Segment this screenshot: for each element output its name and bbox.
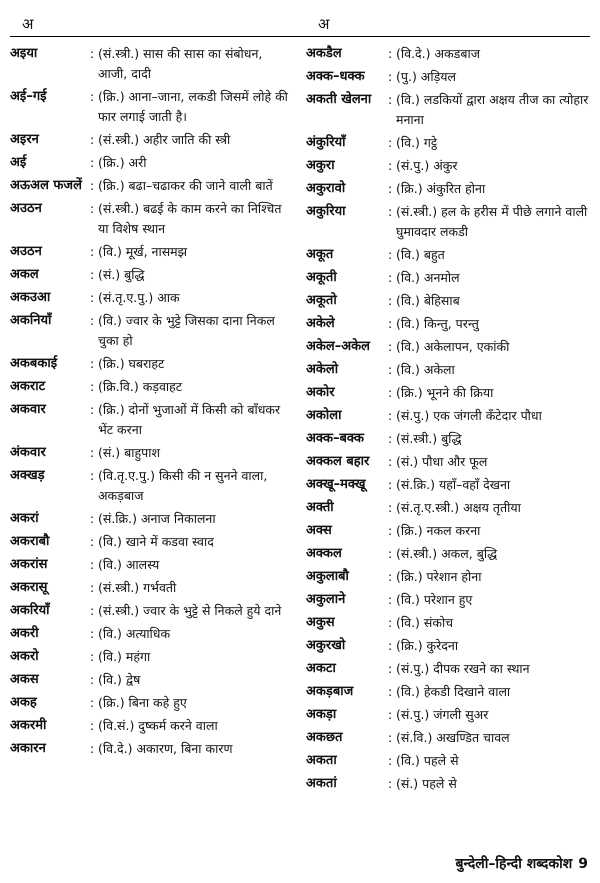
definition: : (क्रि.) अंकुरित होना (306, 179, 596, 199)
dictionary-entry (10, 739, 294, 759)
definition: : (सं.) पौधा और फूल (306, 452, 596, 472)
headword: अकुरा (306, 158, 335, 173)
dictionary-entry (10, 647, 294, 667)
definition: : (सं.स्त्री.) गर्भवती (10, 578, 294, 598)
definition: : (वि.सं.) दुष्कर्म करने वाला (10, 716, 294, 736)
definition: : (सं.स्त्री.) बुद्धि (306, 429, 596, 449)
definition: : (क्रि.) भूनने की क्रिया (306, 383, 596, 403)
headword: अकती खेलना (306, 92, 372, 107)
definition: : (वि.) महंगा (10, 647, 294, 667)
dictionary-entry (306, 751, 596, 771)
definition: : (क्रि.) बिना कहे हुए (10, 693, 294, 713)
definition: : (सं.पु.) एक जंगली कँटेदार पौधा (306, 406, 596, 426)
definition: : (सं.पु.) जंगली सुअर (306, 705, 596, 725)
definition: : (सं.क्रि.) अनाज निकालना (10, 509, 294, 529)
definition: : (सं.) बाहुपाश (10, 443, 294, 463)
left-column (10, 44, 294, 762)
headword: अकूत (306, 247, 334, 262)
definition: : (वि.तृ.ए.पु.) किसी की न सुनने वाला, अकड़बाज (10, 466, 294, 506)
definition: : (सं.) बुद्धि (10, 265, 294, 285)
dictionary-entry (10, 311, 294, 351)
headword: अकतां (306, 776, 337, 791)
headword: अक्स (306, 523, 332, 538)
dictionary-entry (306, 774, 596, 794)
dictionary-entry (10, 466, 294, 506)
definition: : (वि.) अकेलापन, एकांकी (306, 337, 596, 357)
dictionary-entry (306, 613, 596, 633)
headword: अकवार (10, 402, 46, 417)
definition: : (क्रि.वि.) कड़वाहट (10, 377, 294, 397)
headword: अकह (10, 695, 37, 710)
definition: : (सं.स्त्री.) सास की सास का संबोधन, आजी, दादी (10, 44, 294, 84)
dictionary-entry (306, 44, 596, 64)
headword: अकूती (306, 270, 337, 285)
headword: अकरासू (10, 580, 48, 595)
definition: : (पु.) अड़ियल (306, 67, 596, 87)
headword: अकता (306, 753, 337, 768)
headword: अक्कल बहार (306, 454, 370, 469)
headword: अकल (10, 267, 39, 282)
dictionary-entry (306, 636, 596, 656)
headword: अकरो (10, 649, 39, 664)
dictionary-entry (10, 153, 294, 173)
definition: : (वि.) अत्याधिक (10, 624, 294, 644)
headword: अंकुरियाँ (306, 135, 346, 150)
headword: अक्कल (306, 546, 342, 561)
definition: : (सं.तृ.ए.पु.) आक (10, 288, 294, 308)
headword: अकुरावो (306, 181, 346, 196)
definition: : (वि.) खाने में कडवा स्वाद (10, 532, 294, 552)
dictionary-entry (306, 67, 596, 87)
definition: : (वि.) ज्वार के भुट्टे जिसका दाना निकल चुका हो (10, 311, 294, 351)
definition: : (वि.) बेहिसाब (306, 291, 596, 311)
dictionary-entry (10, 400, 294, 440)
headword: अकराबौ (10, 534, 50, 549)
headword: अकेल–अकेल (306, 339, 370, 354)
definition: : (सं.) पहले से (306, 774, 596, 794)
headword: अई–गई (10, 89, 47, 104)
definition: : (क्रि.) घबराहट (10, 354, 294, 374)
definition: : (वि.) बहुत (306, 245, 596, 265)
dictionary-entry (10, 87, 294, 127)
definition: : (क्रि.) कुरेदना (306, 636, 596, 656)
dictionary-entry (306, 133, 596, 153)
dictionary-entry (10, 555, 294, 575)
headword: अकोला (306, 408, 342, 423)
definition: : (क्रि.) नकल करना (306, 521, 596, 541)
headword: अइया (10, 46, 38, 61)
headword: अइरन (10, 132, 39, 147)
definition: : (वि.) अनमोल (306, 268, 596, 288)
dictionary-entry (10, 443, 294, 463)
dictionary-entry (306, 179, 596, 199)
headword: अकेले (306, 316, 335, 331)
dictionary-entry (306, 682, 596, 702)
headword: अकारन (10, 741, 46, 756)
definition: : (क्रि.) अरी (10, 153, 294, 173)
dictionary-entry (306, 659, 596, 679)
dictionary-entry (10, 199, 294, 239)
headword: अकरियाँ (10, 603, 50, 618)
definition: : (सं.स्त्री.) अहीर जाति की स्त्री (10, 130, 294, 150)
dictionary-entry (306, 590, 596, 610)
dictionary-entry (306, 498, 596, 518)
dictionary-entry (10, 130, 294, 150)
headword: अक्क–बक्क (306, 431, 364, 446)
dictionary-entry (306, 90, 596, 130)
definition: : (वि.) संकोच (306, 613, 596, 633)
dictionary-entry (10, 288, 294, 308)
dictionary-entry (306, 268, 596, 288)
definition: : (वि.) गट्ठे (306, 133, 596, 153)
dictionary-entry (306, 337, 596, 357)
headword: अकोर (306, 385, 335, 400)
headword: अकरमी (10, 718, 47, 733)
book-title: बुन्देली–हिन्दी शब्दकोश (455, 856, 573, 872)
dictionary-entry (10, 242, 294, 262)
headword: अकउआ (10, 290, 51, 305)
definition: : (वि.दे.) अकारण, बिना कारण (10, 739, 294, 759)
headword: अकरांस (10, 557, 48, 572)
definition: : (वि.) अकेला (306, 360, 596, 380)
dictionary-entry (10, 693, 294, 713)
definition: : (वि.) परेशान हुए (306, 590, 596, 610)
headword: अउठन (10, 244, 42, 259)
definition: : (वि.) हेकडी दिखाने वाला (306, 682, 596, 702)
headword: अक्क–धक्क (306, 69, 365, 84)
dictionary-entry (306, 475, 596, 495)
header-rule (10, 36, 590, 37)
definition: : (क्रि.) दोनों भुजाओं में किसी को बाँधकर भेंट करना (10, 400, 294, 440)
dictionary-entry (306, 383, 596, 403)
dictionary-entry (306, 202, 596, 242)
definition: : (क्रि.) परेशान होना (306, 567, 596, 587)
dictionary-entry (10, 578, 294, 598)
dictionary-entry (306, 728, 596, 748)
definition: : (वि.) किन्तु, परन्तु (306, 314, 596, 334)
headword: अकुरखो (306, 638, 346, 653)
headword: अकुरिया (306, 204, 346, 219)
dictionary-entry (10, 624, 294, 644)
dictionary-entry (10, 670, 294, 690)
headword: अक्खू–मक्खू (306, 477, 366, 492)
headword: अकड़ा (306, 707, 337, 722)
definition: : (सं.क्रि.) यहाँ–वहाँ देखना (306, 475, 596, 495)
dictionary-entry (10, 354, 294, 374)
dictionary-entry (10, 532, 294, 552)
definition: : (क्रि.) आना–जाना, लकडी जिसमें लोहे की फार लगाई जाती है। (10, 87, 294, 127)
headword: अकडैल (306, 46, 342, 61)
dictionary-entry (10, 377, 294, 397)
dictionary-entry (306, 705, 596, 725)
headword: अई (10, 155, 27, 170)
definition: : (सं.पु.) दीपक रखने का स्थान (306, 659, 596, 679)
header-letter-left: अ (22, 15, 34, 33)
definition: : (सं.स्त्री.) ज्वार के भुट्टे से निकले हुये दाने (10, 601, 294, 621)
page-footer (456, 854, 588, 873)
headword: अऊअल फजलें (10, 178, 82, 193)
dictionary-entry (10, 176, 294, 196)
definition: : (वि.) द्वेष (10, 670, 294, 690)
headword: अकटा (306, 661, 336, 676)
dictionary-entry (10, 716, 294, 736)
definition: : (वि.) लडकियों द्वारा अक्षय तीज का त्योहार मनाना (306, 90, 596, 130)
headword: अकेलो (306, 362, 339, 377)
definition: : (सं.स्त्री.) हल के हरीस में पीछे लगाने वाली घुमावदार लकडी (306, 202, 596, 242)
dictionary-entry (306, 406, 596, 426)
definition: : (सं.पु.) अंकुर (306, 156, 596, 176)
header-letter-right: अ (318, 15, 330, 33)
headword: अउठन (10, 201, 42, 216)
definition: : (क्रि.) बढा–चढाकर की जाने वाली बातें (10, 176, 294, 196)
definition: : (सं.तृ.ए.स्त्री.) अक्षय तृतीया (306, 498, 596, 518)
headword: अकुलाने (306, 592, 346, 607)
dictionary-entry (306, 567, 596, 587)
headword: अक्ती (306, 500, 334, 515)
dictionary-entry (10, 509, 294, 529)
dictionary-entry (306, 156, 596, 176)
headword: अक्खड़ (10, 468, 45, 483)
headword: अकरां (10, 511, 39, 526)
dictionary-entry (306, 452, 596, 472)
definition: : (सं.स्त्री.) अकल, बुद्धि (306, 544, 596, 564)
headword: अकस (10, 672, 39, 687)
definition: : (वि.) मूर्ख, नासमझ (10, 242, 294, 262)
definition: : (वि.) आलस्य (10, 555, 294, 575)
dictionary-entry (306, 245, 596, 265)
page-number: 9 (578, 856, 588, 872)
headword: अकुलाबौ (306, 569, 349, 584)
dictionary-entry (306, 429, 596, 449)
dictionary-entry (10, 44, 294, 84)
dictionary-entry (10, 265, 294, 285)
definition: : (सं.स्त्री.) बढई के काम करने का निश्चित या विशेष स्थान (10, 199, 294, 239)
dictionary-entry (10, 601, 294, 621)
definition: : (वि.) पहले से (306, 751, 596, 771)
headword: अकबकाई (10, 356, 58, 371)
headword: अकछत (306, 730, 343, 745)
headword: अकराट (10, 379, 46, 394)
dictionary-entry (306, 521, 596, 541)
dictionary-entry (306, 291, 596, 311)
headword: अंकवार (10, 445, 46, 460)
definition: : (सं.वि.) अखण्डित चावल (306, 728, 596, 748)
headword: अकड़बाज (306, 684, 354, 699)
dictionary-entry (306, 360, 596, 380)
headword: अकूतो (306, 293, 337, 308)
dictionary-entry (306, 314, 596, 334)
definition: : (वि.दे.) अकडबाज (306, 44, 596, 64)
headword: अकुस (306, 615, 335, 630)
right-column (306, 44, 596, 797)
dictionary-entry (306, 544, 596, 564)
headword: अकरी (10, 626, 39, 641)
headword: अकनियाँ (10, 313, 52, 328)
